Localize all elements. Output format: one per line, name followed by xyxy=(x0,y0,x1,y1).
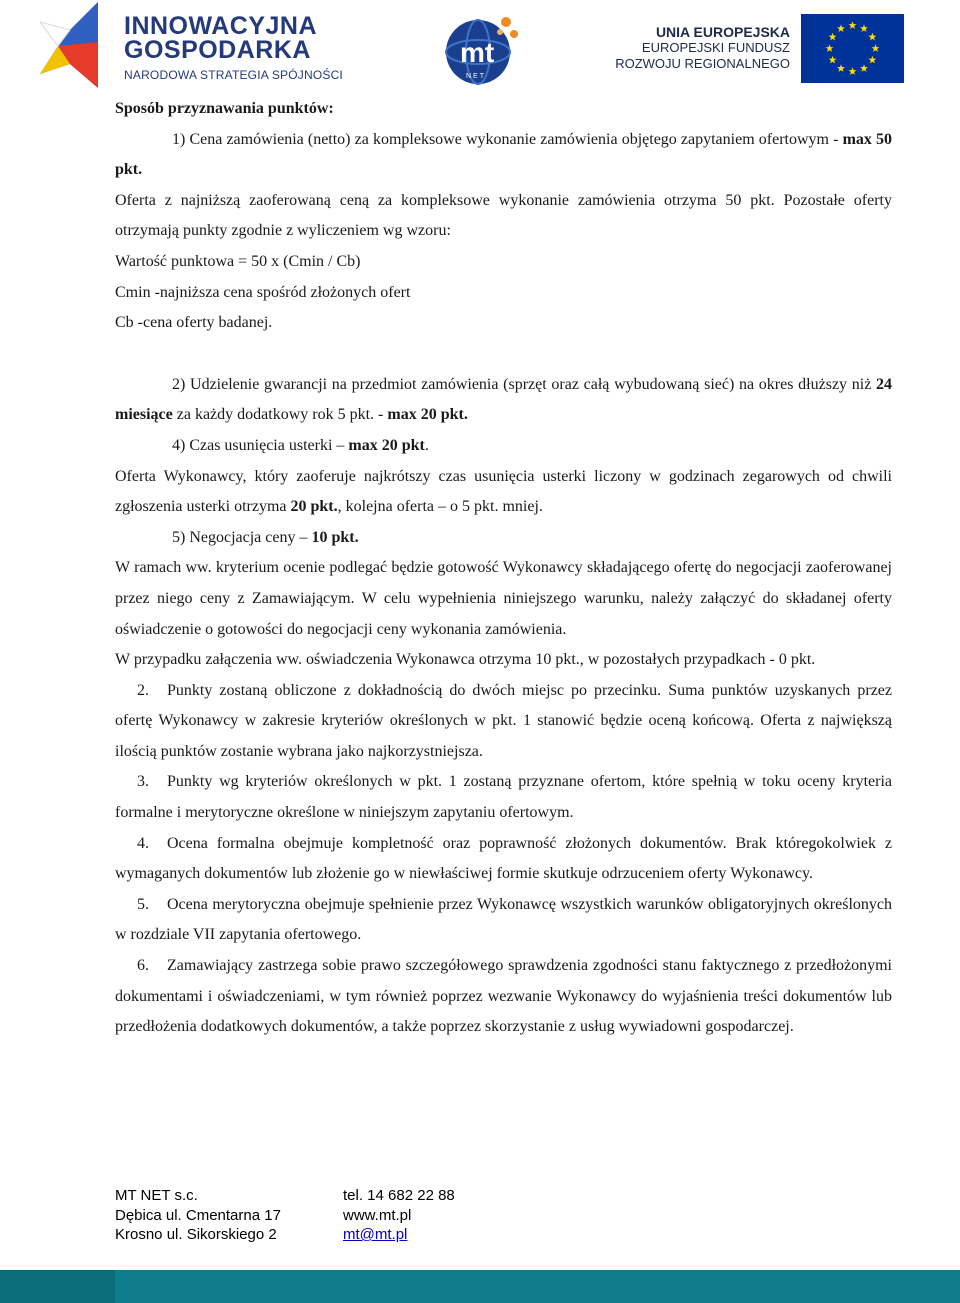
ig-title-line1: INNOWACYJNA xyxy=(124,12,318,40)
criterion-2-months: 24 miesiące xyxy=(115,375,892,424)
list-item-text: Zamawiający zastrzega sobie prawo szczegółowego sprawdzenia zgodności stanu faktycznego z przedłożonymi dokumentami i oświadczeniami, w tym również poprzez wezwanie Wykonawcy do wyjaśnienia treści dokumentów lub przedłożenia dodatkowych dokumentów, a także poprzez skorzystanie z usług wywiadowni gospodarczej. xyxy=(115,957,892,1036)
list-item-number: 6. xyxy=(137,957,149,975)
spacer xyxy=(115,339,892,370)
criterion-4-dot: . xyxy=(424,436,429,454)
footer-company: MT NET s.c. xyxy=(115,1187,198,1204)
criterion-5-description: W ramach ww. kryterium ocenie podlegać będzie gotowość Wykonawcy składającego ofertę do negocjacji zaoferowanej przez niego ceny z Zamawiającym. W celu wypełnienia niniejszego warunku, należy załączyć do składanej oferty oświadczenie o gotowości do negocjacji ceny wykonania zamówienia. xyxy=(115,559,892,638)
criterion-5-text: 5) Negocjacja ceny – xyxy=(172,528,312,546)
footer-address xyxy=(115,1186,345,1245)
criterion-2 xyxy=(115,370,892,431)
list-item-number: 5. xyxy=(137,895,149,913)
footer-address-1: Dębica ul. Cmentarna 17 xyxy=(115,1206,281,1224)
list-item-number: 2. xyxy=(137,681,149,699)
eu-text-block xyxy=(600,24,790,72)
ig-star-icon xyxy=(40,2,120,88)
list-item-text: Punkty zostaną obliczone z dokładnością do dwóch miejsc po przecinku. Suma punktów uzyskanych przez ofertę Wykonawcy w zakresie kryteriów określonych w pkt. 1 stanowić będzie oceną końcową. Oferta z największą ilością punktów zostanie wybrana jako najkorzystniejsza. xyxy=(115,681,892,760)
criterion-5-scoring: W przypadku załączenia ww. oświadczenia Wykonawca otrzyma 10 pkt., w pozostałych przypadkach - 0 pkt. xyxy=(115,651,816,669)
list-item xyxy=(115,890,892,951)
criterion-1 xyxy=(115,125,892,186)
footer-website: www.mt.pl xyxy=(343,1206,412,1224)
page-header xyxy=(0,0,960,92)
criterion-4-text: 4) Czas usunięcia usterki – xyxy=(172,436,349,454)
list-item xyxy=(115,951,892,1043)
footer-contact xyxy=(343,1186,543,1245)
criterion-1-points: max 50 pkt. xyxy=(115,130,893,179)
list-item xyxy=(115,676,892,768)
footer-bar xyxy=(0,1270,960,1303)
list-item xyxy=(115,829,892,890)
eu-line2: EUROPEJSKI FUNDUSZ xyxy=(641,40,790,55)
mt-globe-icon xyxy=(444,12,520,86)
eu-flag-icon xyxy=(801,14,904,83)
criterion-1-description: Oferta z najniższą zaoferowaną ceną za kompleksowe wykonanie zamówienia otrzyma 50 pkt. Pozostałe oferty otrzymają punkty zgodnie z wyliczeniem wg wzoru: xyxy=(115,191,892,240)
list-item-text: Punkty wg kryteriów określonych w pkt. 1 zostaną przyznane ofertom, które spełnią w toku oceny kryteria formalne i merytoryczne określone w niniejszym zapytaniu ofertowym. xyxy=(115,773,892,822)
criterion-5-points: 10 pkt. xyxy=(311,528,359,546)
criterion-2-text-a: 2) Udzielenie gwarancji na przedmiot zamówienia (sprzęt oraz całą wybudowaną sieć) na okres dłuższy niż xyxy=(172,375,876,393)
cb-definition: Cb -cena oferty badanej. xyxy=(115,314,273,332)
criterion-4-description xyxy=(115,462,892,523)
list-item xyxy=(115,767,892,828)
criterion-4 xyxy=(115,431,892,462)
criterion-2-text-c: za każdy dodatkowy rok 5 pkt. - xyxy=(172,406,388,424)
section-heading: Sposób przyznawania punktów: xyxy=(115,100,334,117)
criterion-4-points: max 20 pkt xyxy=(348,436,425,454)
criterion-5 xyxy=(115,523,892,554)
document-body xyxy=(115,92,892,1043)
criterion-4-desc-a: Oferta Wykonawcy, który zaoferuje najkrótszy czas usunięcia usterki liczony w godzinach zegarowych od chwili zgłoszenia usterki otrzyma xyxy=(115,467,892,516)
cmin-definition: Cmin -najniższa cena spośród złożonych ofert xyxy=(115,283,411,301)
svg-text:NET: NET xyxy=(466,73,486,80)
svg-text:mt: mt xyxy=(460,37,495,68)
formula: Wartość punktowa = 50 x (Cmin / Cb) xyxy=(115,252,361,270)
list-item-text: Ocena formalna obejmuje kompletność oraz poprawność złożonych dokumentów. Brak któregokolwiek z wymaganych dokumentów lub złożenie go w niewłaściwej formie skutkuje odrzuceniem oferty Wykonawcy. xyxy=(115,834,892,883)
ig-title-line2: GOSPODARKA xyxy=(124,36,311,64)
ig-title xyxy=(124,14,317,62)
criterion-1-text: 1) Cena zamówienia (netto) za kompleksowe wykonanie zamówienia objętego zapytaniem ofertowym - xyxy=(172,130,843,148)
criterion-2-points: max 20 pkt. xyxy=(387,406,468,424)
footer-bar-left xyxy=(0,1270,115,1303)
mt-net-logo xyxy=(444,12,520,86)
innowacyjna-gospodarka-logo xyxy=(40,2,343,88)
footer-phone: tel. 14 682 22 88 xyxy=(343,1187,455,1204)
eu-line1: UNIA EUROPEJSKA xyxy=(655,24,790,40)
list-item-text: Ocena merytoryczna obejmuje spełnienie przez Wykonawcę wszystkich warunków obligatoryjnych określonych w rozdziale VII zapytania ofertowego. xyxy=(115,895,892,944)
list-item-number: 3. xyxy=(137,773,149,791)
list-item-number: 4. xyxy=(137,834,149,852)
footer-email-link[interactable]: mt@mt.pl xyxy=(343,1226,408,1243)
footer-address-2: Krosno ul. Sikorskiego 2 xyxy=(115,1226,277,1243)
ig-subtitle: NARODOWA STRATEGIA SPÓJNOŚCI xyxy=(124,68,343,82)
criterion-4-desc-b: 20 pkt. xyxy=(290,498,338,516)
criterion-4-desc-c: , kolejna oferta – o 5 pkt. mniej. xyxy=(337,498,543,516)
eu-line3: ROZWOJU REGIONALNEGO xyxy=(615,56,790,71)
